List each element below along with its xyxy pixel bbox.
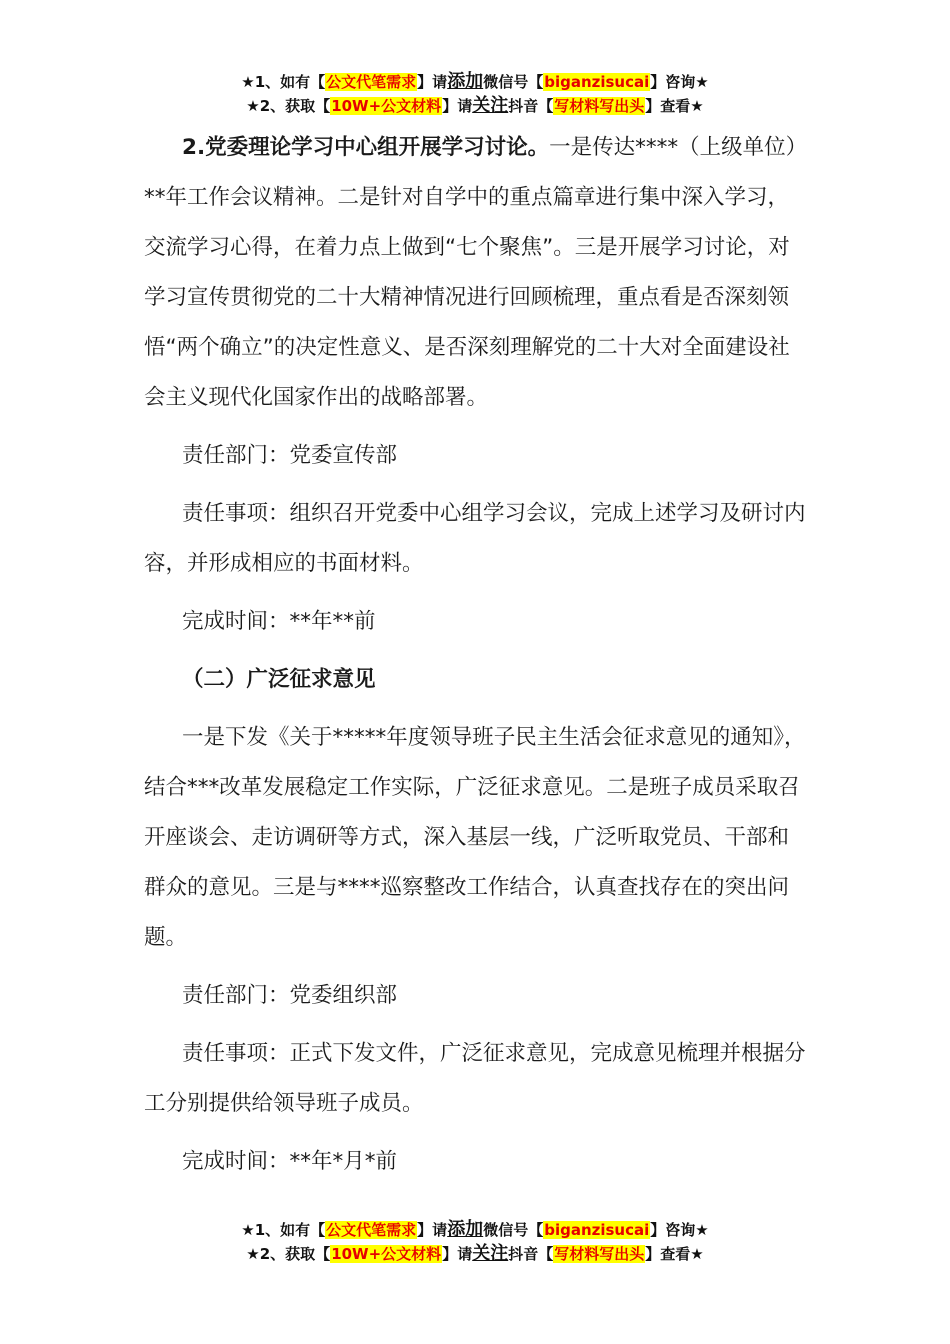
underlined-text: 添加 — [447, 71, 484, 92]
banner-text: 抖音【 — [508, 97, 554, 115]
underlined-text: 添加 — [447, 1219, 484, 1240]
footer-banner — [0, 1218, 950, 1266]
highlight-service: 公文代笔需求 — [326, 73, 417, 91]
highlight-wechat-id: biganzisucai — [544, 73, 650, 91]
section-heading: （二）广泛征求意见 — [182, 667, 376, 692]
highlight-materials: 10W+公文材料 — [331, 1245, 442, 1263]
document-body — [144, 123, 808, 1195]
banner-line-1 — [0, 70, 950, 94]
banner-text: 】请 — [417, 73, 448, 91]
banner-line-1 — [0, 1218, 950, 1242]
paragraph-lead: 2.党委理论学习中心组开展学习讨论。 — [182, 135, 550, 160]
highlight-materials: 10W+公文材料 — [331, 97, 442, 115]
highlight-douyin-id: 写材料写出头 — [554, 97, 645, 115]
paragraph-text: 一是传达****（上级单位）**年工作会议精神。二是针对自学中的重点篇章进行集中深入学习，交流学习心得，在着力点上做到“七个聚焦”。三是开展学习讨论，对学习宣传贯彻党的二十大精神情况进行回顾梳理，重点看是否深刻领悟“两个确立”的决定性意义、是否深刻理解党的二十大对全面建设社会主义现代化国家作出的战略部署。 — [144, 135, 808, 410]
banner-text: 】请 — [442, 1245, 473, 1263]
responsible-department: 责任部门：党委宣传部 — [182, 443, 398, 468]
banner-line-2 — [0, 94, 950, 118]
responsible-item: 责任事项：正式下发文件，广泛征求意见，完成意见梳理并根据分工分别提供给领导班子成员。 — [144, 1041, 806, 1116]
underlined-text: 关注 — [472, 95, 509, 116]
paragraph-study-discussion — [144, 123, 808, 423]
banner-text: 抖音【 — [508, 1245, 554, 1263]
completion-time: 完成时间：**年*月*前 — [182, 1149, 398, 1174]
highlight-douyin-id: 写材料写出头 — [554, 1245, 645, 1263]
header-banner — [0, 70, 950, 118]
banner-text: 】请 — [417, 1221, 448, 1239]
banner-text: ★1、如有【 — [241, 73, 326, 91]
banner-text: 微信号【 — [483, 73, 544, 91]
highlight-wechat-id: biganzisucai — [544, 1221, 650, 1239]
banner-text: ★2、获取【 — [246, 97, 331, 115]
paragraph-solicit-opinions: 一是下发《关于*****年度领导班子民主生活会征求意见的通知》，结合***改革发展稳定工作实际，广泛征求意见。二是班子成员采取召开座谈会、走访调研等方式，深入基层一线，广泛听取党员、干部和群众的意见。三是与****巡察整改工作结合，认真查找存在的突出问题。 — [144, 725, 806, 950]
underlined-text: 关注 — [472, 1243, 509, 1264]
banner-text: 】查看★ — [645, 1245, 704, 1263]
banner-text: 】咨询★ — [650, 73, 709, 91]
responsible-item: 责任事项：组织召开党委中心组学习会议，完成上述学习及研讨内容，并形成相应的书面材料。 — [144, 501, 806, 576]
completion-time: 完成时间：**年**前 — [182, 609, 376, 634]
banner-line-2 — [0, 1242, 950, 1266]
banner-text: ★1、如有【 — [241, 1221, 326, 1239]
banner-text: 】咨询★ — [650, 1221, 709, 1239]
highlight-service: 公文代笔需求 — [326, 1221, 417, 1239]
banner-text: 】查看★ — [645, 97, 704, 115]
banner-text: 】请 — [442, 97, 473, 115]
banner-text: 微信号【 — [483, 1221, 544, 1239]
responsible-department: 责任部门：党委组织部 — [182, 983, 398, 1008]
banner-text: ★2、获取【 — [246, 1245, 331, 1263]
